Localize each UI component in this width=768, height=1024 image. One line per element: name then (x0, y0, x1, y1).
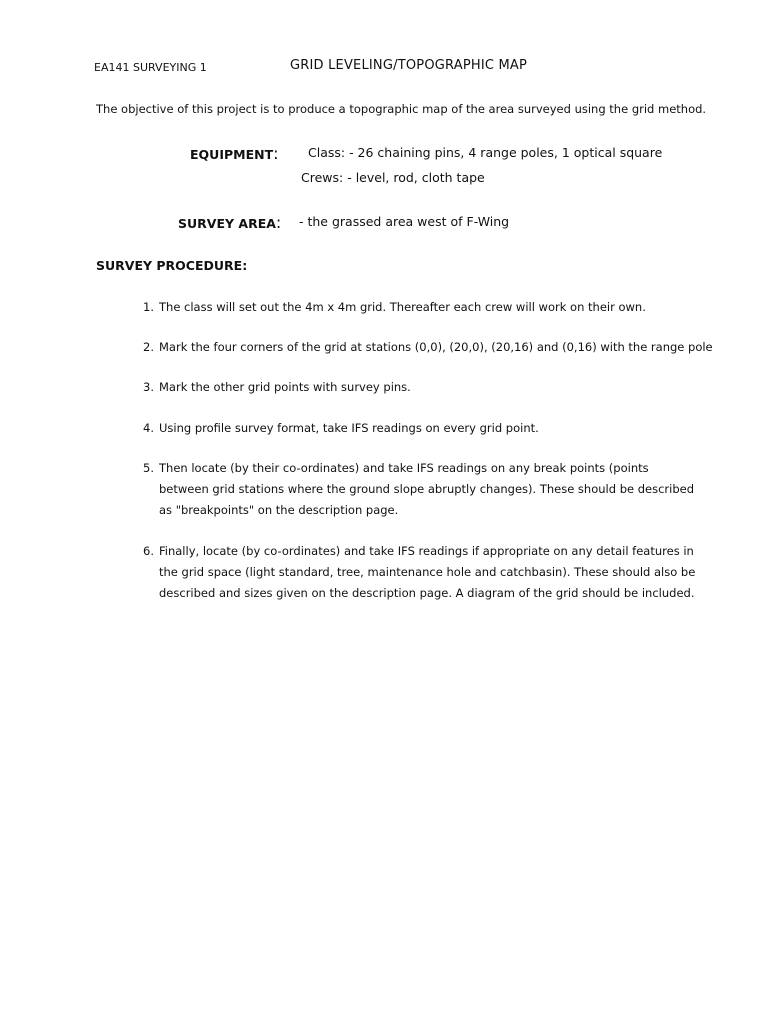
step-line: The class will set out the 4m x 4m grid. Thereafter each crew will work on their own. (159, 300, 646, 314)
step-line: the grid space (light standard, tree, maintenance hole and catchbasin). These should also be (159, 565, 696, 579)
step-line: between grid stations where the ground slope abruptly changes). These should be described (159, 482, 695, 496)
step-line: as "breakpoints" on the description page. (159, 503, 399, 517)
step-line: Mark the other grid points with survey pins. (159, 380, 411, 394)
step-number: 5. (143, 461, 154, 475)
step-number: 6. (143, 544, 154, 558)
step-line: Then locate (by their co-ordinates) and take IFS readings on any break points (points (159, 461, 649, 475)
equipment-crews-line: Crews: - level, rod, cloth tape (301, 170, 485, 185)
procedure-step (143, 377, 411, 398)
survey-area-label (178, 213, 281, 232)
procedure-heading: SURVEY PROCEDURE: (96, 258, 248, 273)
survey-area-label-text: SURVEY AREA (178, 216, 276, 231)
equipment-label (190, 144, 278, 163)
procedure-step (143, 541, 695, 604)
step-line: Finally, locate (by co-ordinates) and take IFS readings if appropriate on any detail features in (159, 544, 694, 558)
equipment-label-text: EQUIPMENT (190, 147, 274, 162)
step-number: 3. (143, 380, 154, 394)
procedure-step (143, 297, 646, 318)
survey-area-text: - the grassed area west of F-Wing (299, 214, 510, 229)
survey-area-colon: : (275, 213, 282, 232)
step-line: Mark the four corners of the grid at stations (0,0), (20,0), (20,16) and (0,16) with the range pole (159, 340, 713, 354)
procedure-step (143, 458, 694, 521)
equipment-colon: : (273, 144, 279, 163)
equipment-class-line: Class: - 26 chaining pins, 4 range poles, 1 optical square (308, 145, 663, 160)
step-number: 4. (143, 421, 154, 435)
step-number: 1. (143, 300, 154, 314)
procedure-step (143, 418, 539, 439)
procedure-step (143, 337, 713, 358)
objective-text: The objective of this project is to produce a topographic map of the area surveyed using the grid method. (96, 102, 707, 116)
step-line: described and sizes given on the description page. A diagram of the grid should be included. (159, 586, 695, 600)
step-number: 2. (143, 340, 154, 354)
step-line: Using profile survey format, take IFS readings on every grid point. (159, 421, 539, 435)
document-title: GRID LEVELING/TOPOGRAPHIC MAP (290, 58, 528, 73)
course-code: EA141 SURVEYING 1 (94, 61, 207, 74)
